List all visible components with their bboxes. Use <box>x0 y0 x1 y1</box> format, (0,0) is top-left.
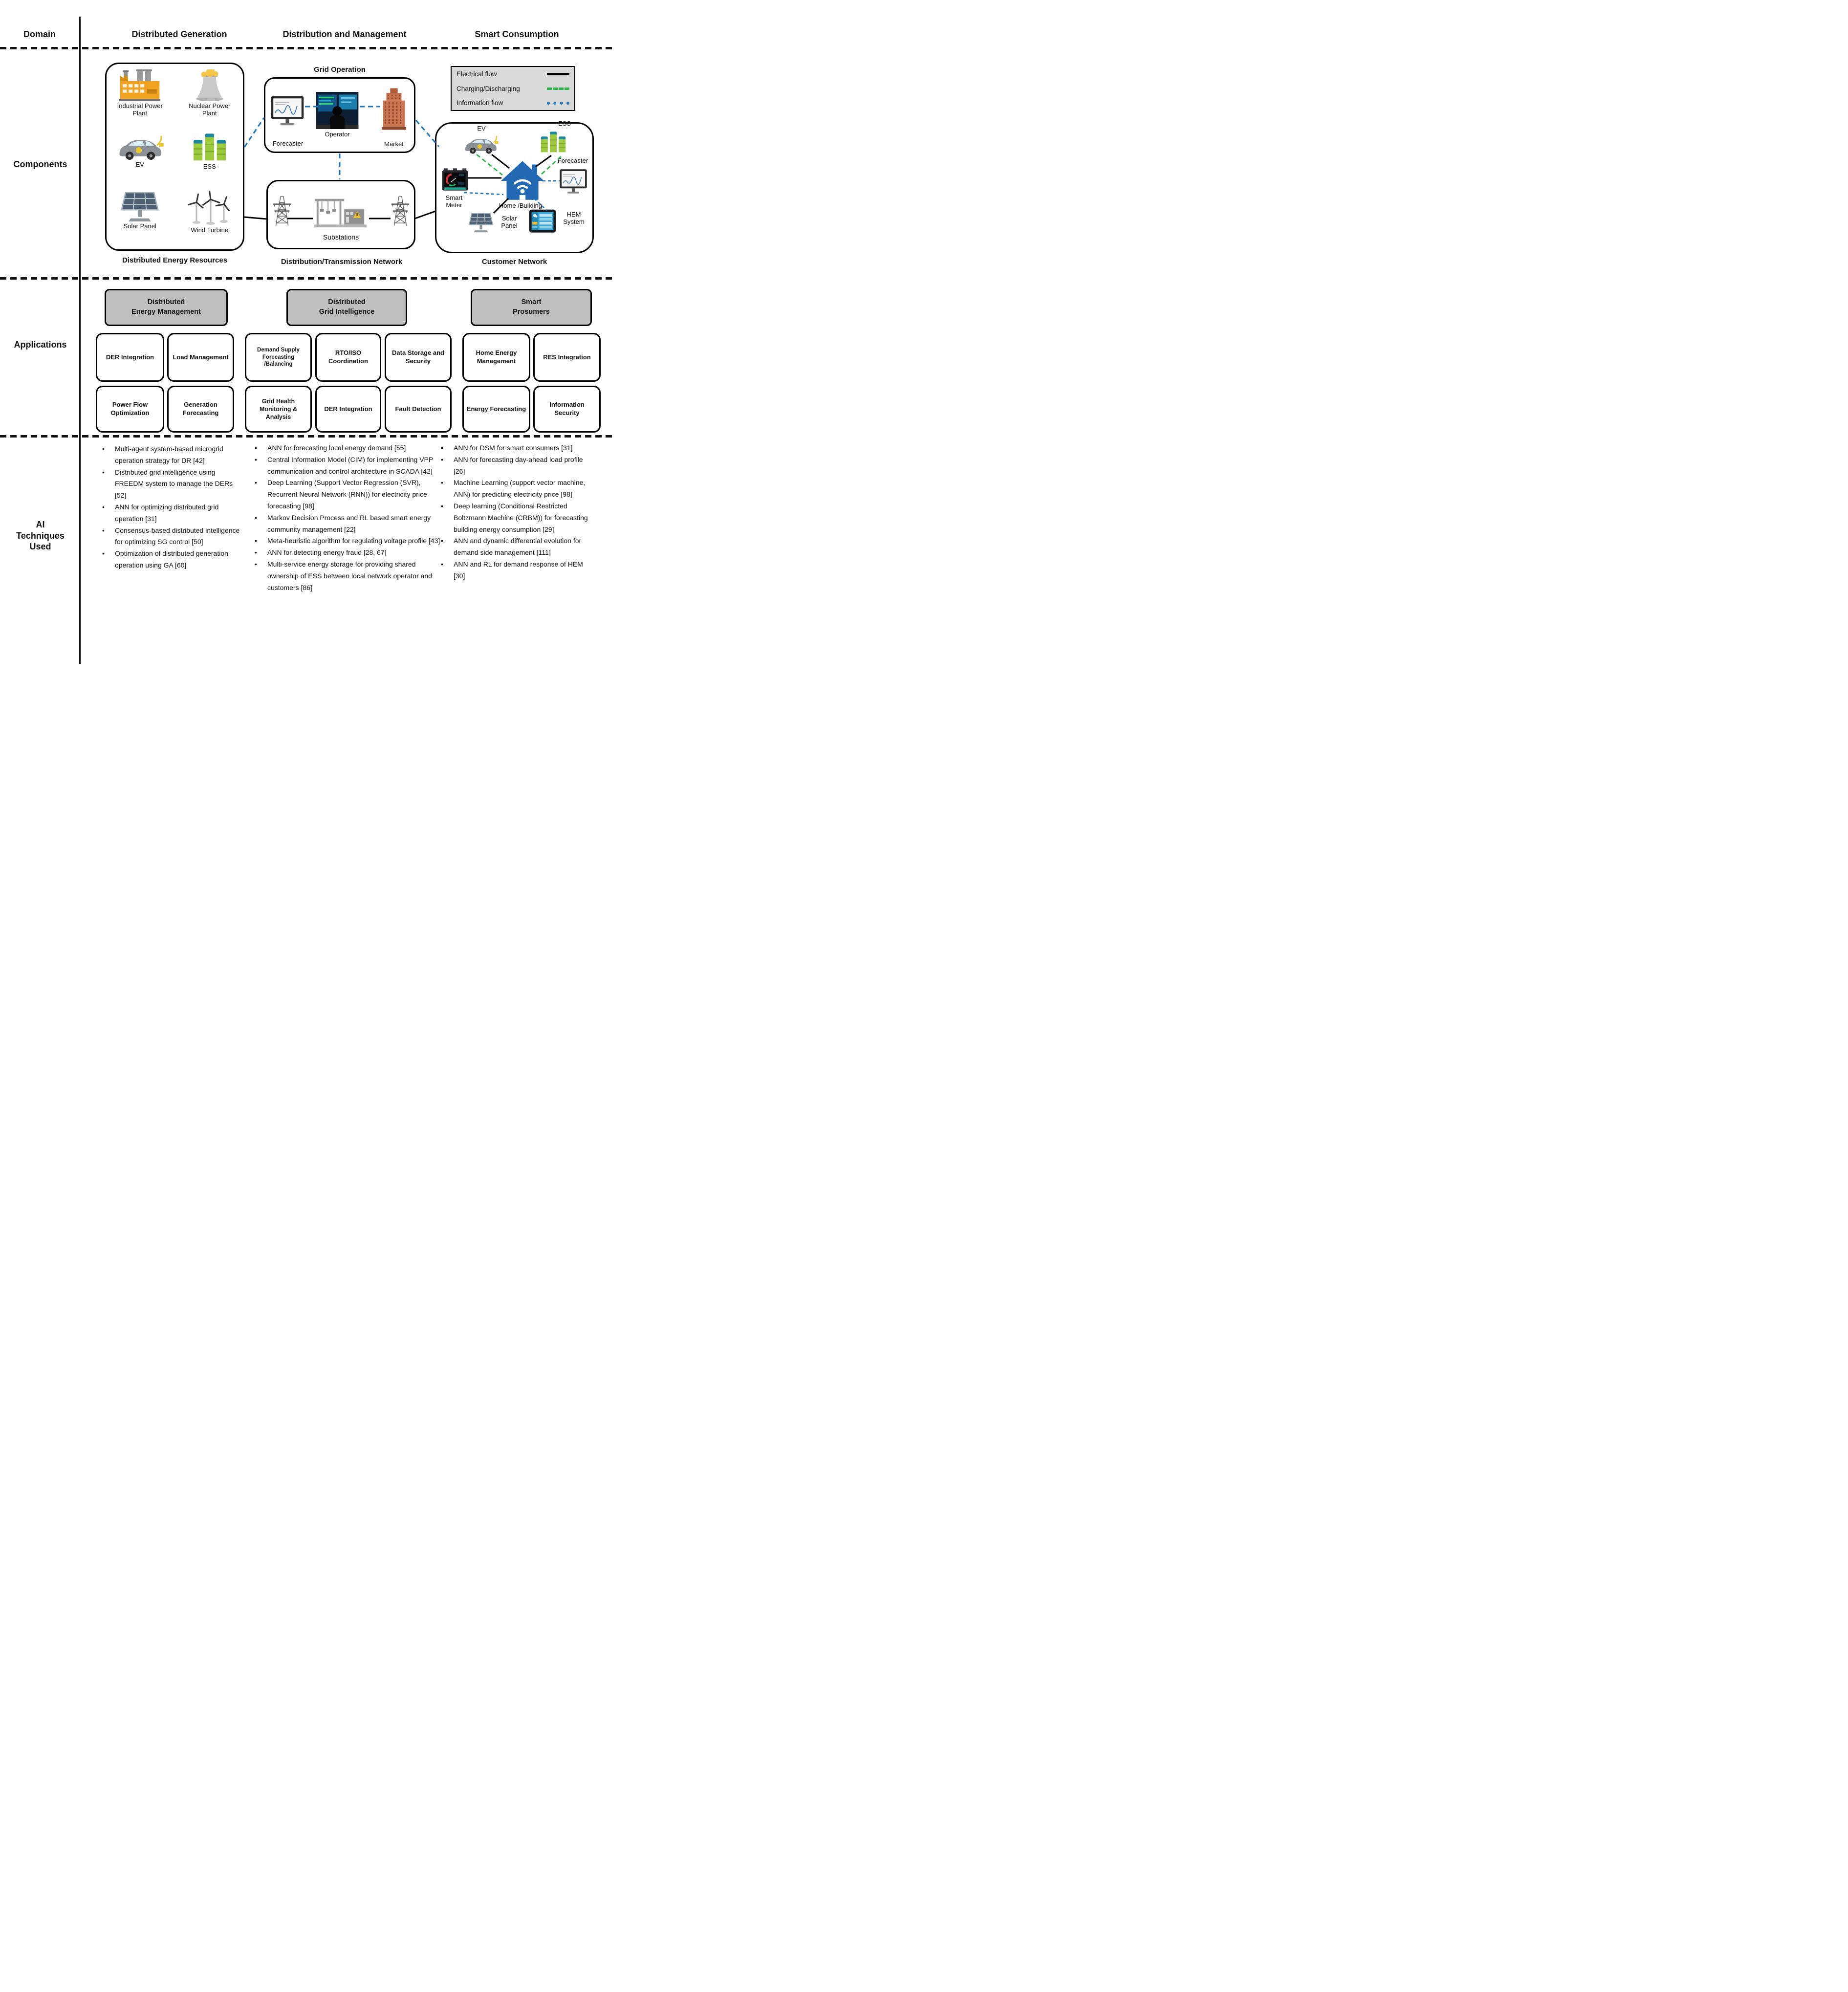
der-item-industrial <box>105 69 175 130</box>
legend <box>451 66 575 111</box>
separator-components-applications <box>0 277 616 280</box>
header-smart-consumption: Smart Consumption <box>475 29 559 39</box>
ai-item: • ANN and RL for demand response of HEM [30] <box>439 559 591 582</box>
solar-panel-icon <box>468 212 494 233</box>
ai-item: • Multi-service energy storage for providing shared ownership of ESS between local network operator and customers [86] <box>253 559 444 593</box>
ai-item: • Multi-agent system-based microgrid operation strategy for DR [42] <box>100 443 243 467</box>
app-box-energy-forecasting: Energy Forecasting <box>462 386 530 433</box>
app-box-power-flow-optimization: Power Flow Optimization <box>96 386 164 433</box>
app-group-header-dem: Distributed Energy Management <box>105 289 228 326</box>
ai-item: • Deep learning (Conditional Restricted Boltzmann Machine (CRBM)) for forecasting building energy consumption [29] <box>439 501 591 535</box>
customer-forecaster-label: Forecaster <box>557 157 588 164</box>
customer-solar-label: Solar Panel <box>501 215 518 229</box>
der-item-ess <box>175 130 245 191</box>
hem-system-label: HEM System <box>563 211 585 225</box>
wind-turbine-icon <box>187 191 232 226</box>
ai-item: • Consensus-based distributed intelligence for optimizing SG control [50] <box>100 525 243 548</box>
customer-ess-label: ESS <box>558 120 571 127</box>
substation-icon <box>313 195 368 231</box>
der-item-label: Wind Turbine <box>191 226 229 234</box>
app-box-fault-detection: Fault Detection <box>385 386 452 433</box>
app-box-home-energy-management: Home Energy Management <box>462 333 530 382</box>
operator-label: Operator <box>325 131 350 138</box>
battery-stack-icon <box>192 130 228 162</box>
ai-item: • Deep Learning (Support Vector Regression (SVR), Recurrent Neural Network (RNN)) for electricity price forecasting [98] <box>253 477 444 512</box>
legend-label-charging: Charging/Discharging <box>457 85 520 92</box>
app-box-res-integration: RES Integration <box>533 333 601 382</box>
substations-label: Substations <box>323 233 359 241</box>
battery-stack-icon <box>540 128 567 154</box>
operator-photo-icon <box>316 92 359 129</box>
solar-panel-icon <box>119 191 160 222</box>
ai-item: • ANN for detecting energy fraud [28, 67] <box>253 547 444 559</box>
ai-item: • ANN for forecasting day-ahead load profile [26] <box>439 454 591 478</box>
ai-item: • ANN and dynamic differential evolution for demand side management [111] <box>439 535 591 559</box>
information-flow-line-sample <box>547 102 569 105</box>
app-box-demand-supply-forecasting: Demand Supply Forecasting /Balancing <box>245 333 312 382</box>
der-items <box>105 63 244 251</box>
customer-ev-label: EV <box>477 125 486 132</box>
ai-list-smart-consumption <box>439 442 591 582</box>
der-item-label: Nuclear Power Plant <box>189 102 231 117</box>
transmission-tower-icon <box>272 187 292 236</box>
der-item-solar <box>105 191 175 251</box>
app-group-header-sp: Smart Prosumers <box>471 289 592 326</box>
smart-meter-icon <box>441 168 469 193</box>
header-domain: Domain <box>23 29 56 39</box>
ai-item: • ANN for optimizing distributed grid operation [31] <box>100 502 243 525</box>
cooling-tower-icon <box>190 69 229 102</box>
smart-home-icon <box>501 160 544 201</box>
market-label: Market <box>384 140 404 148</box>
customer-caption: Customer Network <box>481 258 547 266</box>
section-label-components: Components <box>13 159 67 169</box>
factory-icon <box>116 69 163 102</box>
forecaster-monitor-icon <box>559 168 588 195</box>
der-item-nuclear <box>175 69 245 130</box>
ev-car-icon <box>114 134 165 160</box>
forecaster-label: Forecaster <box>272 140 304 147</box>
ev-car-icon <box>461 134 500 154</box>
app-box-der-integration: DER Integration <box>96 333 164 382</box>
der-item-ev <box>105 130 175 191</box>
app-group-header-dgi: Distributed Grid Intelligence <box>286 289 407 326</box>
ai-item: • Markov Decision Process and RL based smart energy community management [22] <box>253 512 444 536</box>
ai-item: • Distributed grid intelligence using FREEDM system to manage the DERs [52] <box>100 467 243 502</box>
ai-item: • ANN for forecasting local energy demand [55] <box>253 442 444 454</box>
column-divider-line <box>79 17 81 664</box>
ai-item: • ANN for DSM for smart consumers [31] <box>439 442 591 454</box>
der-caption: Distributed Energy Resources <box>122 256 228 264</box>
legend-item-charging <box>457 85 569 92</box>
der-item-label: EV <box>135 161 144 168</box>
legend-item-information <box>457 99 569 107</box>
app-box-grid-health-monitoring: Grid Health Monitoring & Analysis <box>245 386 312 433</box>
legend-label-electrical: Electrical flow <box>457 70 497 78</box>
legend-item-electrical <box>457 70 569 78</box>
legend-label-information: Information flow <box>457 99 503 107</box>
der-item-wind <box>175 191 245 251</box>
charging-line-sample <box>547 88 569 90</box>
electrical-flow-line-sample <box>547 73 569 75</box>
ai-item: • Central Information Model (CIM) for implementing VPP communication and control architecture in SCADA [42] <box>253 454 444 478</box>
app-box-load-management: Load Management <box>167 333 234 382</box>
separator-header <box>0 47 616 49</box>
app-box-data-storage-security: Data Storage and Security <box>385 333 452 382</box>
der-item-label: Solar Panel <box>123 222 156 230</box>
ai-item: • Machine Learning (support vector machine, ANN) for predicting electricity price [98] <box>439 477 591 501</box>
ai-list-distribution-management <box>253 442 444 593</box>
transmission-tower-icon <box>390 187 411 236</box>
smart-meter-label: Smart Meter <box>445 194 463 209</box>
home-building-label: Home /Building <box>499 202 543 209</box>
hem-tablet-icon <box>529 209 556 234</box>
network-caption: Distribution/Transmission Network <box>281 258 403 266</box>
ai-list-distributed-generation <box>100 443 243 571</box>
app-box-information-security: Information Security <box>533 386 601 433</box>
header-distributed-generation: Distributed Generation <box>131 29 227 39</box>
forecaster-monitor-icon <box>270 95 305 126</box>
ai-item: • Optimization of distributed generation operation using GA [60] <box>100 548 243 571</box>
der-item-label: ESS <box>203 163 216 170</box>
der-item-label: Industrial Power Plant <box>117 102 163 117</box>
app-box-generation-forecasting: Generation Forecasting <box>167 386 234 433</box>
app-box-rto-iso-coordination: RTO/ISO Coordination <box>315 333 381 382</box>
section-label-ai-techniques: AI Techniques Used <box>16 520 65 551</box>
app-box-der-integration-2: DER Integration <box>315 386 381 433</box>
section-label-applications: Applications <box>14 340 67 350</box>
grid-operation-title: Grid Operation <box>314 66 366 74</box>
figure-smart-grid-ai <box>0 0 616 664</box>
ai-item: • Meta-heuristic algorithm for regulating voltage profile [43] <box>253 535 444 547</box>
separator-applications-ai <box>0 435 616 438</box>
header-distribution-management: Distribution and Management <box>283 29 407 39</box>
market-building-icon <box>380 88 408 130</box>
